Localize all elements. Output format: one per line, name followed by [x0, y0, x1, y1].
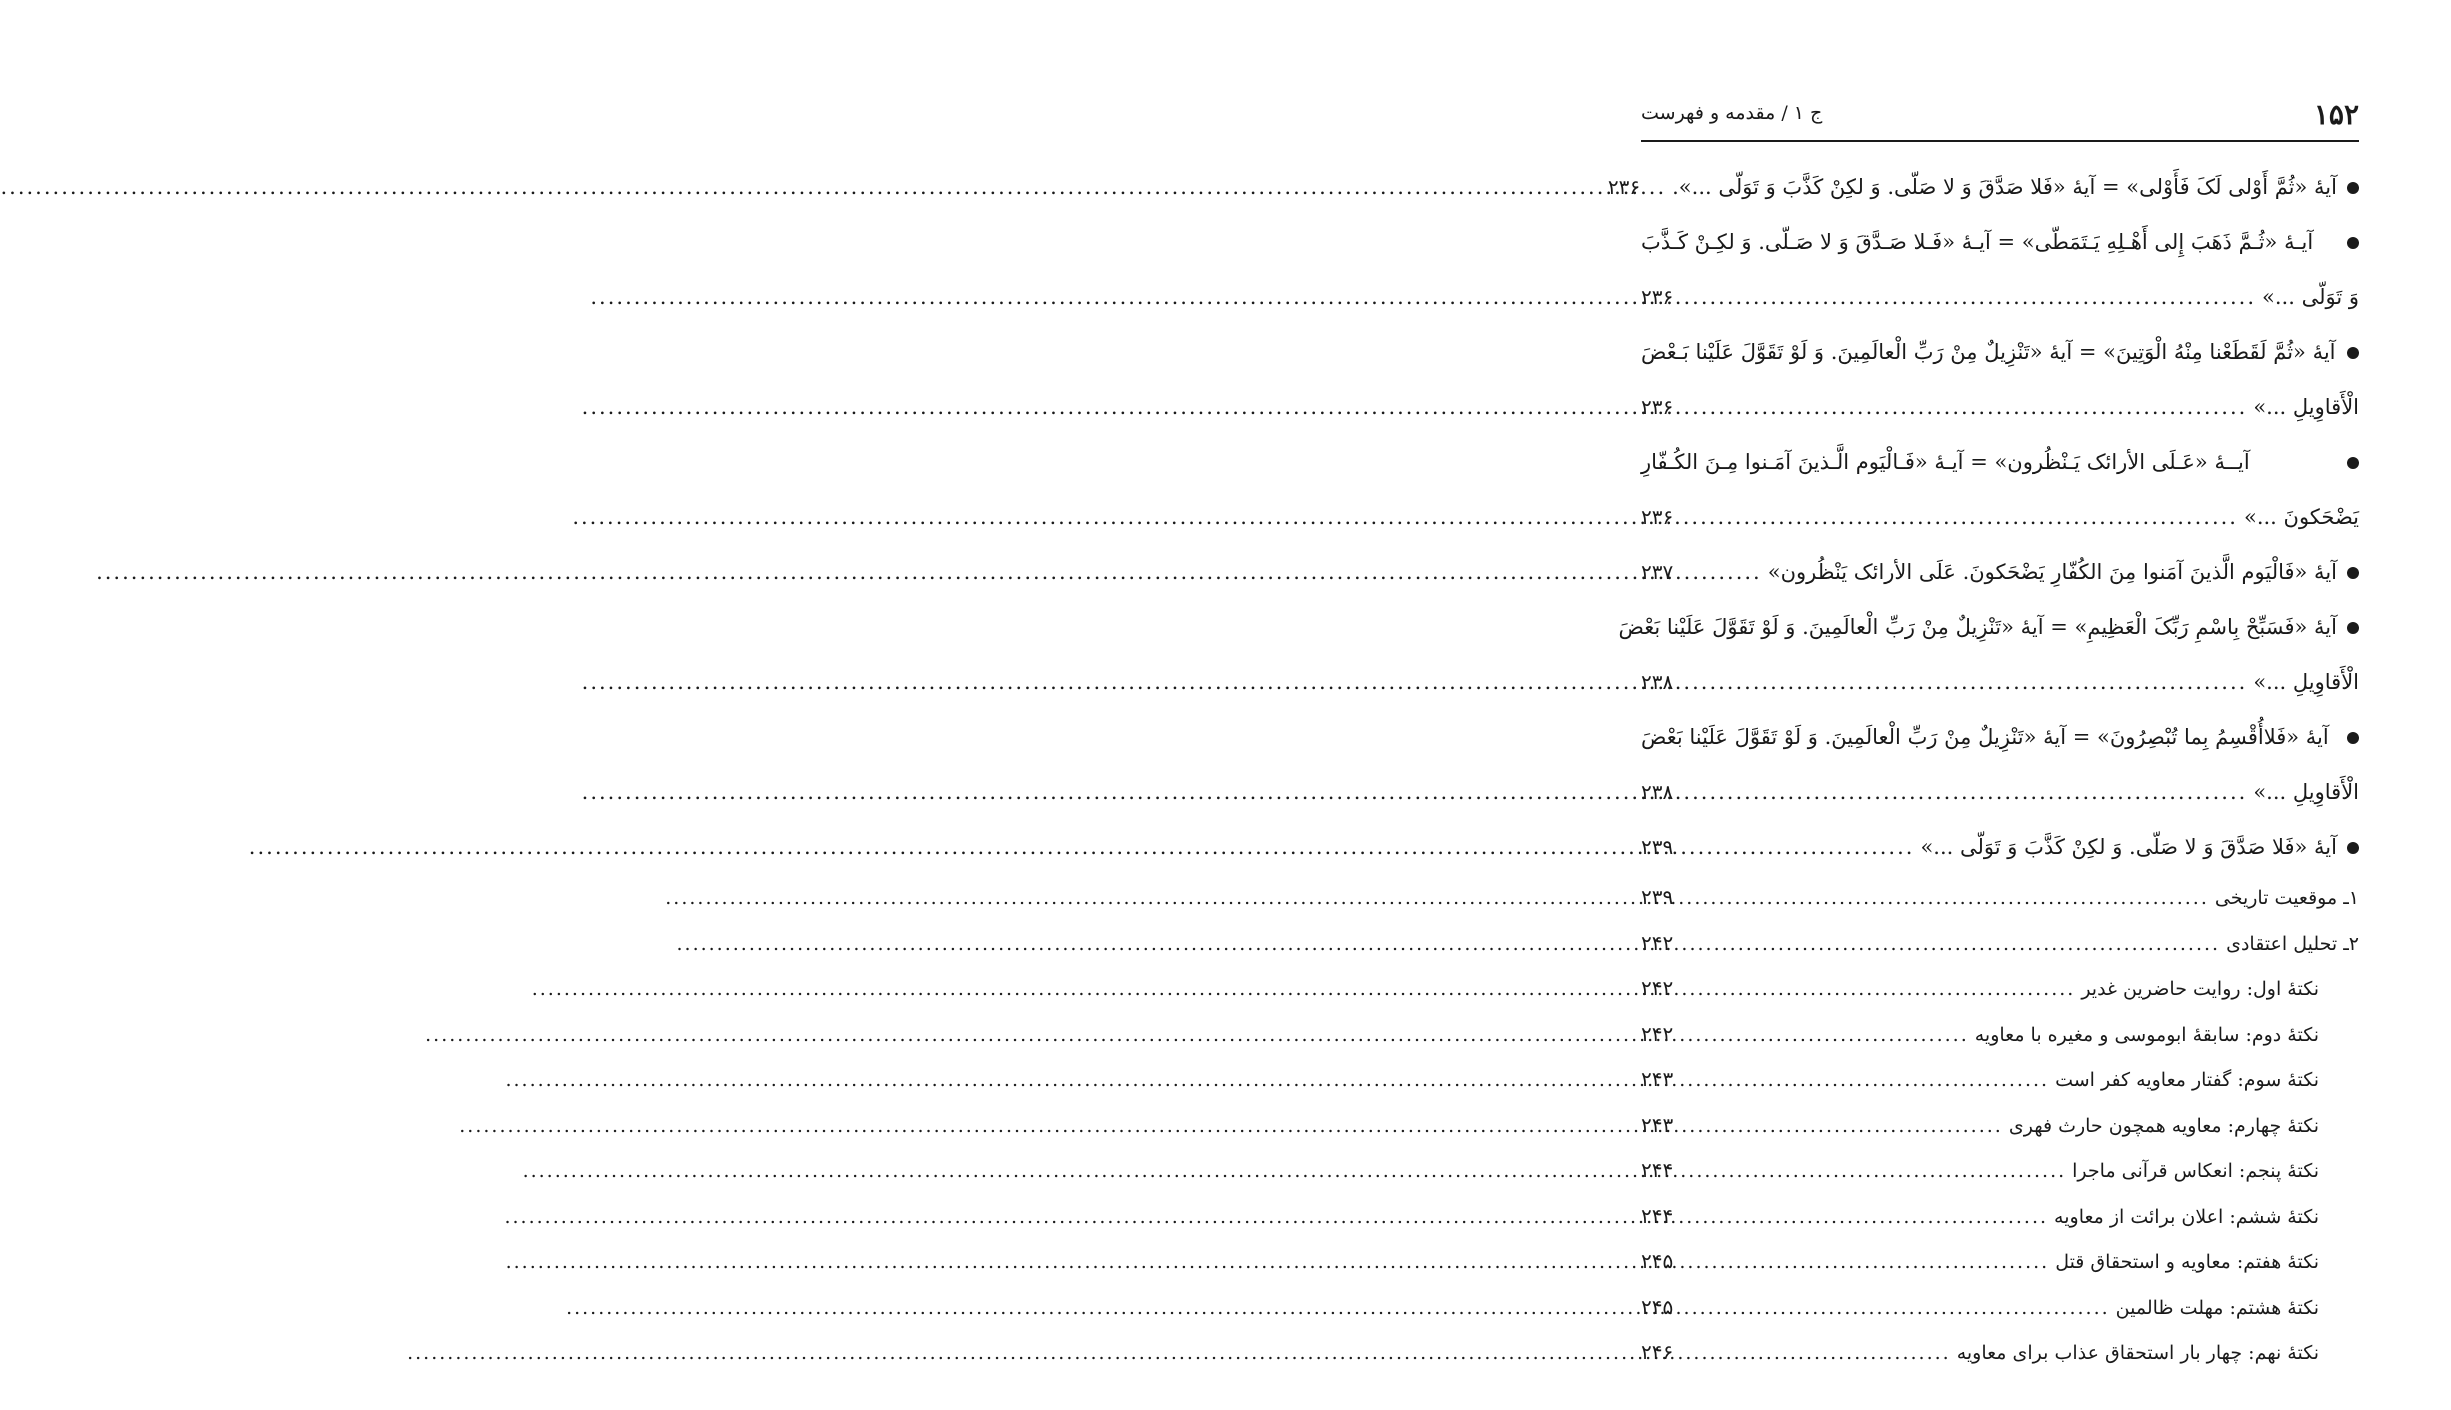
dot-leader	[1679, 1058, 2049, 1104]
toc-section[interactable]	[1641, 921, 2359, 967]
point-title: نکتهٔ سوم: گفتار معاویه کفر است	[2055, 1069, 2319, 1091]
entry-text-continued: الْأَقاوِیلِ ...»	[2253, 780, 2359, 804]
dot-leader	[1679, 1149, 2066, 1195]
dot-leader	[1679, 270, 2256, 325]
page-number: ۱۵۲	[2313, 98, 2359, 131]
section-page: ۲۴۲	[1641, 930, 1674, 955]
toc-point[interactable]	[1641, 1012, 2359, 1058]
toc-entry[interactable]	[1641, 435, 2359, 545]
entry-page: ۲۳۶	[1641, 395, 1674, 419]
running-title: ج ۱ / مقدمه و فهرست	[1641, 102, 1823, 124]
point-page: ۲۴۵	[1641, 1294, 1674, 1319]
toc-entry[interactable]	[1641, 820, 2359, 875]
point-page: ۲۴۴	[1641, 1158, 1674, 1182]
toc-entry[interactable]	[1607, 160, 2359, 215]
entry-page: ۲۳۸	[1641, 670, 1674, 694]
section-title: ۱ـ موقعیت تاریخی	[2214, 887, 2359, 909]
toc-point[interactable]	[1641, 1148, 2359, 1194]
bullet-icon	[2347, 567, 2359, 579]
point-page: ۲۴۲	[1641, 1021, 1674, 1046]
dot-leader	[1679, 1104, 2003, 1150]
toc-point[interactable]	[1641, 1330, 2359, 1376]
entry-text-continued: الْأَقاوِیلِ ...»	[2253, 395, 2359, 419]
point-title: نکتهٔ هشتم: مهلت ظالمین	[2115, 1296, 2319, 1319]
entry-text-continued: الْأَقاوِیلِ ...»	[2253, 670, 2359, 694]
bullet-icon	[2347, 842, 2359, 854]
entry-text: آیهٔ «فَلا صَدَّقَ وَ لا صَلّی. وَ لکِنْ کَذَّبَ وَ تَوَلّی ...»	[1920, 835, 2337, 859]
dot-leader	[1679, 1331, 1950, 1377]
bullet-icon	[2347, 457, 2359, 469]
section-page: ۲۳۹	[1641, 885, 1674, 909]
dot-leader	[1679, 765, 2247, 820]
toc-entry[interactable]	[1618, 600, 2359, 710]
dot-leader	[1679, 922, 2220, 968]
dot-leader	[1679, 967, 2075, 1013]
point-title: نکتهٔ نهم: چهار بار استحقاق عذاب برای معاویه	[1956, 1342, 2319, 1364]
bullet-icon	[2347, 182, 2359, 194]
point-title: نکتهٔ چهارم: معاویه همچون حارث فهری	[2008, 1114, 2319, 1137]
entry-text-continued: یَضْحَکونَ ...»	[2243, 505, 2359, 529]
dot-leader	[1679, 380, 2247, 435]
dot-leader	[1679, 1195, 2048, 1241]
dot-leader	[1679, 655, 2247, 710]
toc-point[interactable]	[1641, 1239, 2359, 1285]
point-title: نکتهٔ پنجم: انعکاس قرآنی ماجرا	[2072, 1160, 2319, 1182]
toc-point[interactable]	[1641, 1057, 2359, 1103]
entry-text: آیهٔ «ثُمَّ أَوْلی لَکَ فَأَوْلی» = آیهٔ «فَلا صَدَّقَ وَ لا صَلّی. وَ لکِنْ کَذَّبَ وَ تَوَلّی ...».	[1672, 175, 2337, 199]
entry-text: آیــهٔ «عَـلَی الأرائک یَـنْظُرون» = آیـهٔ «فَـالْیَوم الَّـذینَ آمَـنوا مِـنَ الکُـفّارِ	[1641, 450, 2250, 474]
dot-leader	[1679, 545, 1761, 600]
bullet-icon	[2347, 622, 2359, 634]
dot-leader	[1646, 160, 1666, 215]
toc-section[interactable]	[1641, 875, 2359, 921]
toc-entry[interactable]	[1641, 325, 2359, 435]
toc-entry[interactable]	[1641, 215, 2359, 325]
page-header	[1641, 92, 2359, 142]
dot-leader	[1679, 1286, 2109, 1332]
section-title: ۲ـ تحلیل اعتقادی	[2226, 932, 2359, 955]
point-title: نکتهٔ دوم: سابقهٔ ابوموسی و مغیره با معاویه	[1974, 1023, 2319, 1046]
dot-leader	[1679, 820, 1914, 875]
toc-entry[interactable]	[1641, 545, 2359, 600]
toc-point[interactable]	[1641, 966, 2359, 1012]
bullet-icon	[2347, 732, 2359, 744]
point-page: ۲۴۴	[1641, 1203, 1674, 1228]
entry-page: ۲۳۷	[1641, 560, 1674, 584]
point-page: ۲۴۳	[1641, 1112, 1674, 1137]
entry-text: آیهٔ «فَسَبِّحْ بِاسْمِ رَبِّکَ الْعَظِیمِ» = آیهٔ «تَنْزِیلٌ مِنْ رَبِّ الْعالَمِینَ. وَ لَوْ تَقَوَّلَ عَلَیْنا بَعْضَ	[1618, 615, 2337, 639]
entry-text: آیهٔ «فَلاأُقْسِمُ بِما تُبْصِرُونَ» = آیهٔ «تَنْزِیلٌ مِنْ رَبِّ الْعالَمِینَ. وَ لَوْ تَقَوَّلَ عَلَیْنا بَعْضَ	[1641, 725, 2329, 749]
entry-page: ۲۳۸	[1641, 780, 1674, 804]
point-page: ۲۴۲	[1641, 976, 1674, 1000]
entry-text: آیـهٔ «ثُـمَّ ذَهَبَ إِلی أَهْـلِهِ یَـتَمَطّی» = آیـهٔ «فَـلا صَـدَّقَ وَ لا صَـلّی. وَ لکِـنْ کَـذَّبَ	[1641, 230, 2314, 254]
dot-leader	[1679, 490, 2238, 545]
point-title: نکتهٔ ششم: اعلان برائت از معاویه	[2054, 1205, 2319, 1228]
table-of-contents	[1607, 160, 2359, 1376]
toc-point[interactable]	[1641, 1194, 2359, 1240]
dot-leader	[1679, 1240, 2049, 1286]
entry-page: ۲۳۹	[1641, 835, 1674, 859]
toc-point[interactable]	[1641, 1285, 2359, 1331]
point-page: ۲۴۵	[1641, 1249, 1674, 1273]
bullet-icon	[2347, 347, 2359, 359]
entry-text: آیهٔ «ثُمَّ لَقَطَعْنا مِنْهُ الْوَتِینَ» = آیهٔ «تَنْزِیلٌ مِنْ رَبِّ الْعالَمِینَ. وَ لَوْ تَقَوَّلَ عَلَیْنا بَـعْضَ	[1641, 340, 2336, 364]
point-title: نکتهٔ اول: روایت حاضرین غدیر	[2081, 978, 2319, 1000]
dot-leader	[1679, 876, 2209, 922]
dot-leader	[1679, 1013, 1969, 1059]
entry-text: آیهٔ «فَالْیَوم الَّذینَ آمَنوا مِنَ الکُفّارِ یَضْحَکونَ. عَلَی الأرائک یَنْظُرون»	[1767, 560, 2337, 584]
point-page: ۲۴۳	[1641, 1067, 1674, 1091]
entry-text-continued: وَ تَوَلّی ...»	[2262, 285, 2359, 309]
entry-page: ۲۳۶	[1641, 505, 1674, 529]
bullet-icon	[2347, 237, 2359, 249]
entry-page: ۲۳۶	[1641, 285, 1674, 309]
toc-entry[interactable]	[1641, 710, 2359, 820]
point-page: ۲۴۶	[1641, 1340, 1674, 1364]
toc-point[interactable]	[1641, 1103, 2359, 1149]
point-title: نکتهٔ هفتم: معاویه و استحقاق قتل	[2055, 1251, 2319, 1273]
entry-page: ۲۳۶	[1607, 175, 1641, 199]
